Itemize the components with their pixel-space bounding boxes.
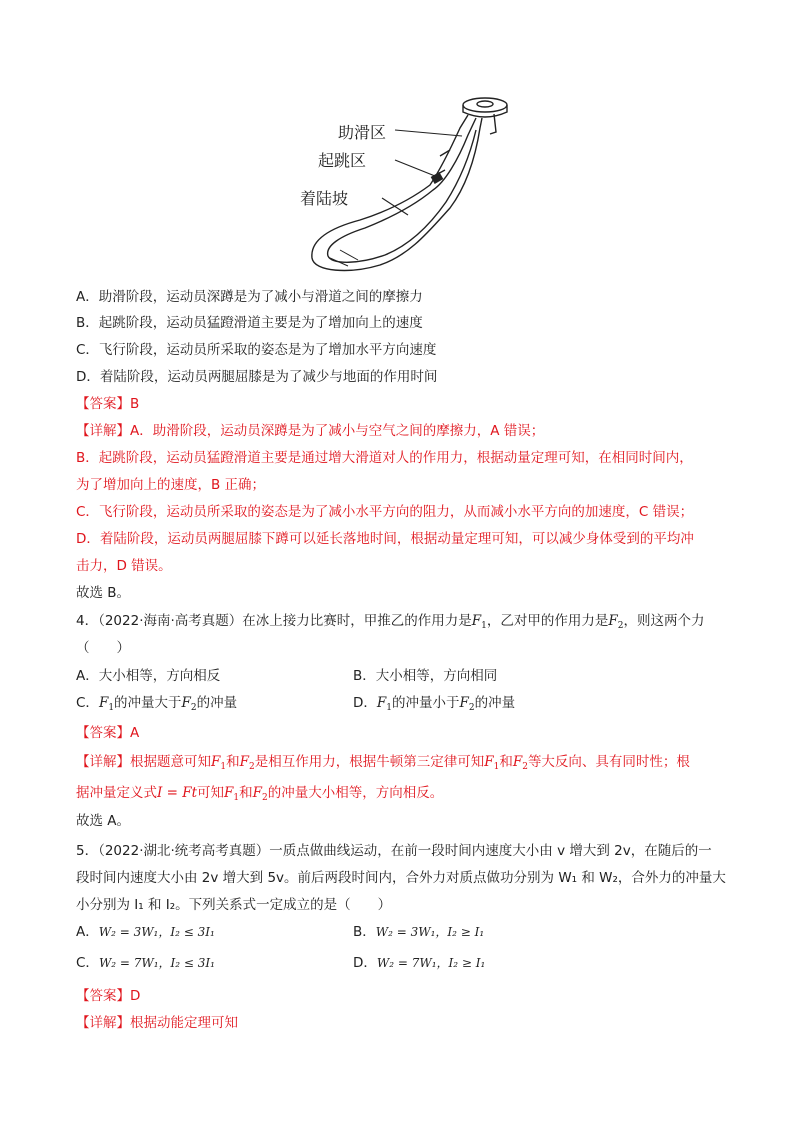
q4-option-c: C．$F_1$的冲量大于$F_2$的冲量 [76, 695, 238, 713]
q5-option-d: D．W₂ = 7W₁，I₂ ≥ I₁ [353, 955, 486, 971]
figure-label-takeoff-zone: 起跳区 [318, 151, 367, 170]
q4-detail-line-1: 【详解】根据题意可知$F_1$和$F_2$是相互作用力，根据牛顿第三定律可知$F_1$和$F_2$等大反向、具有同时性；根 [76, 754, 690, 772]
q5-answer: 【答案】D [76, 988, 141, 1004]
q5-stem-line-2: 段时间内速度大小由 2v 增大到 5v。前后两段时间内，合外力对质点做功分别为 W₁ 和 W₂，合外力的冲量大 [76, 870, 726, 886]
q3-option-b: B．起跳阶段，运动员猛蹬滑道主要是为了增加向上的速度 [76, 315, 423, 331]
q5-stem-line-3: 小分别为 I₁ 和 I₂。下列关系式一定成立的是（ ） [76, 897, 392, 913]
q3-detail-line-4: C．飞行阶段，运动员所采取的姿态是为了减小水平方向的阻力，从而减小水平方向的加速度，C 错误； [76, 504, 694, 520]
figure-label-slide-zone: 助滑区 [338, 123, 387, 142]
q4-stem-line-2: （ ） [76, 640, 130, 656]
q3-detail-line-6: 击力，D 错误。 [76, 558, 172, 574]
q3-option-c: C．飞行阶段，运动员所采取的姿态是为了增加水平方向速度 [76, 342, 437, 358]
q4-stem-text-c: ，则这两个力 [623, 613, 705, 629]
f2-symbol: $F_2$ [608, 613, 624, 631]
q5-option-c: C．W₂ = 7W₁，I₂ ≤ 3I₁ [76, 955, 215, 971]
q4-conclusion: 故选 A。 [76, 813, 131, 829]
q4-option-a: A．大小相等，方向相反 [76, 668, 221, 684]
q4-stem-line-1 [76, 611, 705, 636]
q3-answer: 【答案】B [76, 396, 140, 412]
f1-symbol: $F_1$ [471, 613, 487, 631]
q5-option-a: A．W₂ = 3W₁，I₂ ≤ 3I₁ [76, 924, 215, 940]
q4-stem-text-a: 4．（2022·海南·高考真题）在冰上接力比赛时，甲推乙的作用力是 [76, 613, 472, 629]
q5-detail: 【详解】根据动能定理可知 [76, 1015, 238, 1031]
q4-answer: 【答案】A [76, 725, 140, 741]
q3-option-d: D．着陆阶段，运动员两腿屈膝是为了减少与地面的作用时间 [76, 369, 438, 385]
figure-label-landing-slope: 着陆坡 [300, 189, 349, 208]
q3-detail-line-2: B．起跳阶段，运动员猛蹬滑道主要是通过增大滑道对人的作用力，根据动量定理可知，在相同时间内， [76, 450, 693, 466]
q3-option-a: A．助滑阶段，运动员深蹲是为了减小与滑道之间的摩擦力 [76, 289, 423, 305]
q5-stem-line-1: 5．（2022·湖北·统考高考真题）一质点做曲线运动，在前一段时间内速度大小由 v 增大到 2v，在随后的一 [76, 843, 712, 859]
impulse-definition: I = Ft [157, 785, 198, 801]
q4-option-d: D．$F_1$的冲量小于$F_2$的冲量 [353, 695, 516, 713]
ski-jump-figure [290, 90, 530, 290]
q3-conclusion: 故选 B。 [76, 585, 131, 601]
q3-detail-line-5: D．着陆阶段，运动员两腿屈膝下蹲可以延长落地时间，根据动量定理可知，可以减少身体受到的平均冲 [76, 531, 694, 547]
q4-stem-text-b: ，乙对甲的作用力是 [486, 613, 609, 629]
q3-detail-line-3: 为了增加向上的速度，B 正确； [76, 477, 266, 493]
q4-detail-line-2: 据冲量定义式I = Ft可知$F_1$和$F_2$的冲量大小相等，方向相反。 [76, 785, 444, 803]
q3-detail-line-1: 【详解】A．助滑阶段，运动员深蹲是为了减小与空气之间的摩擦力，A 错误； [76, 423, 545, 439]
q5-option-b: B．W₂ = 3W₁，I₂ ≥ I₁ [353, 924, 485, 940]
q4-option-b: B．大小相等，方向相同 [353, 668, 498, 684]
